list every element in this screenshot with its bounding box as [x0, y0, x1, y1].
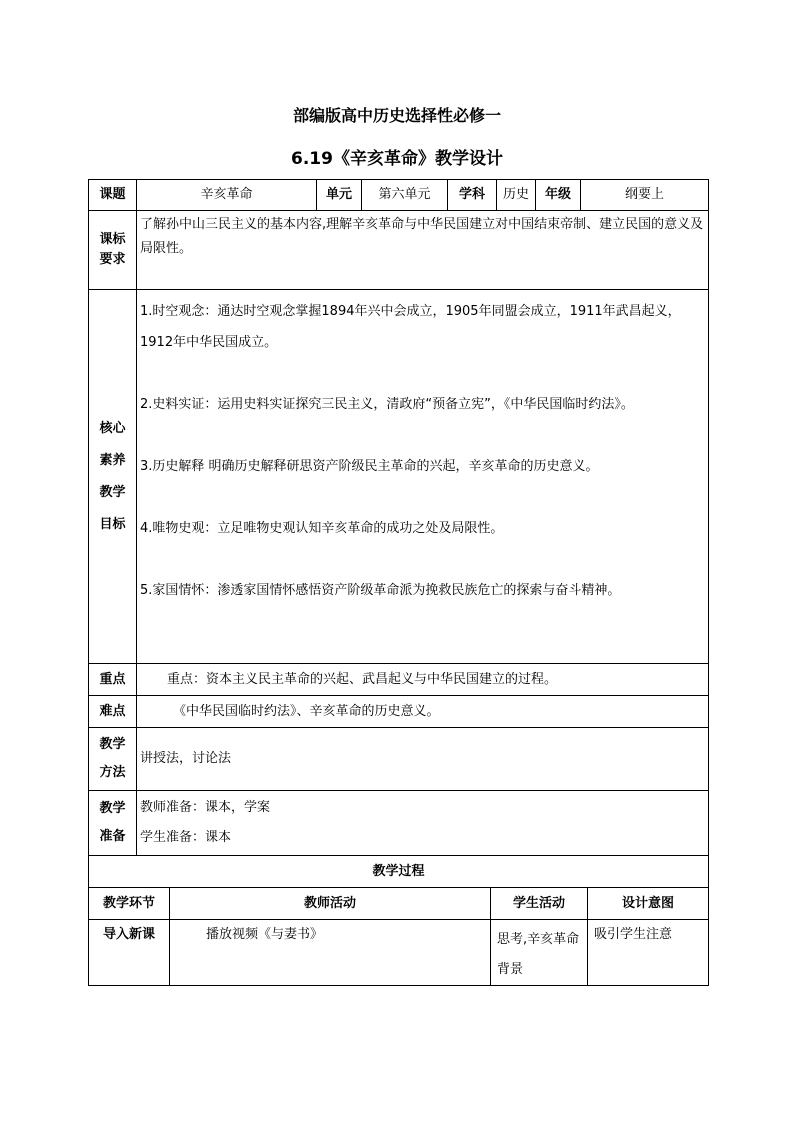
design-intent-cell: 吸引学生注意	[588, 920, 709, 986]
core-item: 2.史料实证：运用史料实证探究三民主义，清政府“预备立宪”，《中华民国临时约法》。	[140, 397, 634, 412]
core-objectives	[137, 290, 709, 664]
core-label	[89, 290, 137, 664]
method-text: 讲授法，讨论法	[137, 728, 709, 791]
process-header-row	[89, 888, 709, 920]
prep-row	[89, 791, 709, 856]
difficulty-label: 难点	[89, 696, 137, 728]
core-row	[89, 290, 709, 664]
prep-label-line: 准备	[99, 829, 126, 844]
method-label-line: 教学	[99, 737, 126, 752]
teacher-activity-cell: 播放视频《与妻书》	[170, 920, 491, 986]
topic-row	[89, 180, 709, 211]
document-subtitle: 6.19《辛亥革命》教学设计	[291, 149, 503, 169]
col-intent-header: 设计意图	[588, 888, 709, 920]
prep-label-line: 教学	[99, 801, 126, 816]
method-row	[89, 728, 709, 791]
standard-row	[89, 211, 709, 290]
stage-cell: 导入新课	[89, 920, 170, 986]
core-label-line: 素养	[99, 452, 126, 468]
prep-label	[89, 791, 137, 856]
core-item: 3.历史解释 明确历史解释研思资产阶级民主革命的兴起，辛亥革命的历史意义。	[140, 459, 599, 474]
unit-value: 第六单元	[362, 180, 448, 211]
topic-value: 辛亥革命	[137, 180, 317, 211]
standard-label-line: 要求	[99, 252, 126, 267]
difficulty-text: 《中华民国临时约法》、辛亥革命的历史意义。	[137, 696, 709, 728]
standard-text: 了解孙中山三民主义的基本内容,理解辛亥革命与中华民国建立对中国结束帝制、建立民国的意义及局限性。	[137, 211, 709, 290]
student-activity-cell: 思考,辛亥革命背景	[491, 920, 588, 986]
method-label-line: 方法	[99, 765, 126, 780]
method-label	[89, 728, 137, 791]
key-row	[89, 664, 709, 696]
document-title: 部编版高中历史选择性必修一	[292, 106, 501, 125]
subject-value: 历史	[497, 180, 536, 211]
topic-label: 课题	[89, 180, 137, 211]
core-item: 4.唯物史观：立足唯物史观认知辛亥革命的成功之处及局限性。	[140, 521, 504, 536]
prep-text	[137, 791, 709, 856]
difficulty-row	[89, 696, 709, 728]
lesson-info-table	[88, 179, 709, 856]
process-title: 教学过程	[89, 856, 709, 888]
standard-label-line: 课标	[99, 232, 126, 247]
subject-label: 学科	[448, 180, 497, 211]
core-label-line: 核心	[99, 420, 126, 436]
standard-label	[89, 211, 137, 290]
core-item: 1.时空观念：通达时空观念掌握1894年兴中会成立，1905年同盟会成立，1911年武昌起义，1912年中华民国成立。	[140, 304, 681, 350]
prep-student: 学生准备：课本	[140, 830, 232, 845]
col-student-header: 学生活动	[491, 888, 588, 920]
teaching-process-table	[88, 855, 709, 986]
process-row	[89, 920, 709, 986]
grade-value: 纲要上	[581, 180, 709, 211]
col-stage-header: 教学环节	[89, 888, 170, 920]
core-label-line: 目标	[99, 516, 126, 532]
grade-label: 年级	[536, 180, 581, 211]
core-label-line: 教学	[99, 484, 126, 500]
process-title-row	[89, 856, 709, 888]
key-label: 重点	[89, 664, 137, 696]
col-teacher-header: 教师活动	[170, 888, 491, 920]
prep-teacher: 教师准备：课本，学案	[140, 800, 271, 815]
core-item: 5.家国情怀：渗透家国情怀感悟资产阶级革命派为挽救民族危亡的探索与奋斗精神。	[140, 583, 621, 598]
key-text: 重点：资本主义民主革命的兴起、武昌起义与中华民国建立的过程。	[137, 664, 709, 696]
unit-label: 单元	[317, 180, 362, 211]
